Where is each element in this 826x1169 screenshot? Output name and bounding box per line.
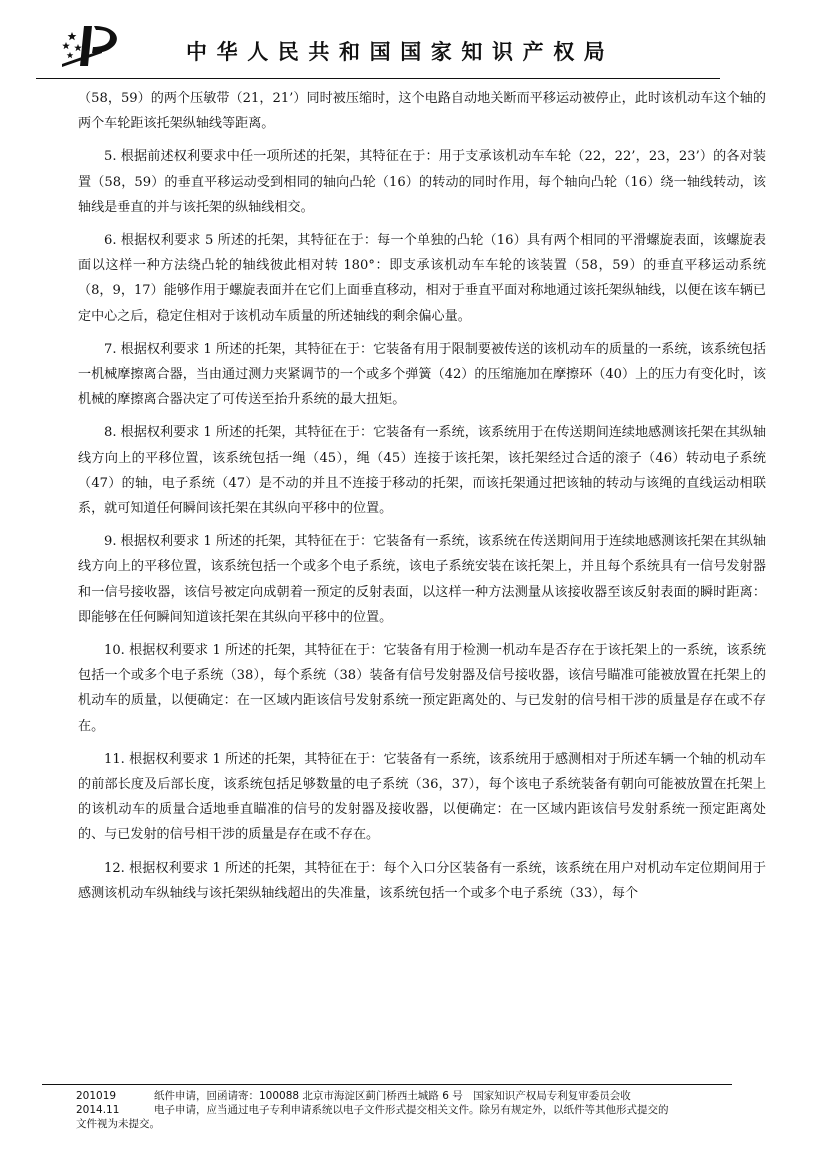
cnipa-logo-icon [58,20,128,68]
claim-paragraph: 9. 根据权利要求 1 所述的托架，其特征在于：它装备有一系统，该系统在传送期间用于连续地感测该托架在其纵轴线方向上的平移位置，该系统包括一个或多个电子系统，该电子系统安装在该托架上，并且每个系统具有一信号发射器和一信号接收器，该信号被定向成朝着一预定的反射表面，以这样一种方法测量从该接收器至该反射表面的瞬时距离：即能够在任何瞬间知道该托架在其纵向平移中的位置。 [78,534,766,625]
submission-note-continued: 文件视为未提交。 [76,1118,160,1130]
claim-paragraph: 12. 根据权利要求 1 所述的托架，其特征在于：每个入口分区装备有一系统，该系统在用户对机动车定位期间用于感测该机动车纵轴线与该托架纵轴线超出的失准量，该系统包括一个或多个电子系统（33），每个 [78,860,766,901]
page-footer [76,1089,776,1131]
claims-body [78,86,766,914]
paper-submission-note: 纸件申请，回函请寄：100088 北京市海淀区蓟门桥西土城路 6 号 国家知识产权局专利复审委员会收 [154,1090,631,1102]
page-header [0,0,826,80]
claim-paragraph: 10. 根据权利要求 1 所述的托架，其特征在于：它装备有用于检测一机动车是否存在于该托架上的一系统，该系统包括一个或多个电子系统（38），每个系统（38）装备有信号发射器及信号接收器，该信号瞄准可能被放置在托架上的机动车的质量，以便确定：在一区域内距该信号发射系统一预定距离处的、与已发射的信号相干涉的质量是存在或不存在。 [78,643,766,734]
form-version: 2014.11 [76,1104,120,1116]
claim-paragraph: 8. 根据权利要求 1 所述的托架，其特征在于：它装备有一系统，该系统用于在传送期间连续地感测该托架在其纵轴线方向上的平移位置，该系统包括一绳（45），绳（45）连接于该托架，该托架经过合适的滚子（46）转动电子系统（47）的轴，电子系统（47）是不动的并且不连接于移动的托架，而该托架通过把该轴的转动与该绳的直线运动相联系，就可知道任何瞬间该托架在其纵向平移中的位置。 [78,425,766,517]
footer-divider [42,1084,732,1085]
claim-paragraph: 6. 根据权利要求 5 所述的托架，其特征在于：每一个单独的凸轮（16）具有两个相同的平滑螺旋表面，该螺旋表面以这样一种方法绕凸轮的轴线彼此相对转 180°：即支承该机动车车轮的该装置（58，59）的垂直平移运动系统（8，9，17）能够作用于螺旋表面并在它们上面垂直移动，相对于垂直平面对称地通过该托架纵轴线，以便在该车辆已定中心之后，稳定住相对于该机动车质量的所述轴线的剩余偏心量。 [78,233,767,324]
electronic-submission-note: 电子申请，应当通过电子专利申请系统以电子文件形式提交相关文件。除另有规定外，以纸件等其他形式提交的 [154,1104,669,1116]
form-code: 201019 [76,1090,117,1102]
claim-paragraph: （58，59）的两个压敏带（21，21’）同时被压缩时，这个电路自动地关断而平移运动被停止，此时该机动车这个轴的两个车轮距该托架纵轴线等距离。 [78,91,766,132]
claim-paragraph: 7. 根据权利要求 1 所述的托架，其特征在于：它装备有用于限制要被传送的该机动车的质量的一系统，该系统包括一机械摩擦离合器，当由通过测力夹紧调节的一个或多个弹簧（42）的压缩施加在摩擦环（40）上的压力有变化时，该机械的摩擦离合器决定了可传送至抬升系统的最大扭矩。 [78,341,767,408]
claim-paragraph: 11. 根据权利要求 1 所述的托架，其特征在于：它装备有一系统，该系统用于感测相对于所述车辆一个轴的机动车的前部长度及后部长度，该系统包括足够数量的电子系统（36，37），每个该电子系统装备有朝向可能被放置在托架上的该机动车的质量合适地垂直瞄准的信号的发射器及接收器，以便确定：在一区域内距该信号发射系统一预定距离处的、与已发射的信号相干涉的质量是存在或不存在。 [78,751,766,843]
office-name: 中华人民共和国国家知识产权局 [186,40,615,64]
claim-paragraph: 5. 根据前述权利要求中任一项所述的托架，其特征在于：用于支承该机动车车轮（22，22’，23，23’）的各对装置（58，59）的垂直平移运动受到相同的轴向凸轮（16）的转动的同时作用，每个轴向凸轮（16）绕一轴线转动，该轴线是垂直的并与该托架的纵轴线相交。 [78,149,766,215]
header-divider [36,78,720,79]
